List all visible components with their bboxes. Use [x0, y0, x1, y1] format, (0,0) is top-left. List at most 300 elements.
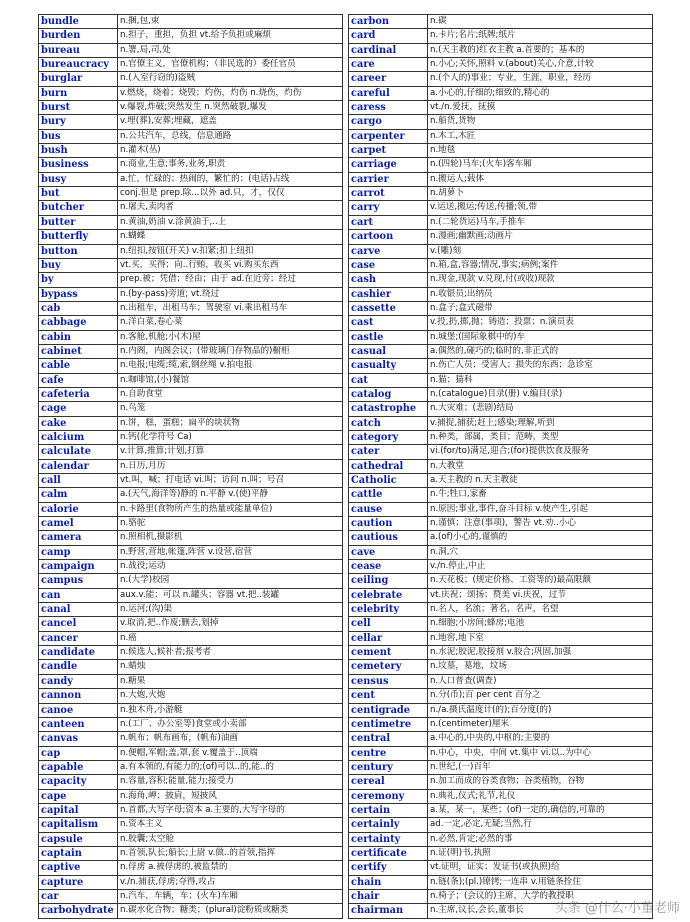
word-row — [349, 215, 653, 229]
word-headword: can — [39, 588, 118, 602]
word-meaning: vt./n.爱抚，抚摸 — [428, 101, 653, 115]
word-headword: carbon — [349, 15, 428, 29]
word-meaning: v./n.捕获,俘虏;夺得,攻占 — [118, 875, 343, 889]
word-meaning: v.捕捉,捕获;赶上;感染;理解,听到 — [428, 416, 653, 430]
word-headword: Catholic — [349, 474, 428, 488]
word-meaning: n.牛;牲口,家畜 — [428, 488, 653, 502]
word-headword: centre — [349, 746, 428, 760]
word-row — [39, 789, 343, 803]
word-row — [39, 416, 343, 430]
word-row — [39, 732, 343, 746]
word-headword: cabin — [39, 330, 118, 344]
word-meaning: n.灌木(丛) — [118, 144, 343, 158]
word-headword: burn — [39, 86, 118, 100]
word-headword: casual — [349, 344, 428, 358]
word-headword: certain — [349, 803, 428, 817]
word-meaning: n.船货,货物 — [428, 115, 653, 129]
word-row — [39, 101, 343, 115]
word-headword: care — [349, 58, 428, 72]
word-meaning: n.卡路里(食物所产生的热量或能量单位) — [118, 502, 343, 516]
word-meaning: n.细胞;小房间;蜂房;电池 — [428, 617, 653, 631]
word-row — [39, 459, 343, 473]
word-row — [349, 832, 653, 846]
word-row — [349, 359, 653, 373]
word-headword: capture — [39, 875, 118, 889]
word-row — [39, 717, 343, 731]
word-meaning: n.出租车，出租马车；驾驶室 vi.乘出租马车 — [118, 301, 343, 315]
word-row — [39, 760, 343, 774]
word-headword: chair — [349, 889, 428, 903]
word-meaning: v.计算,推算;计划,打算 — [118, 445, 343, 459]
word-headword: celebrity — [349, 603, 428, 617]
word-row — [349, 430, 653, 444]
word-row — [39, 158, 343, 172]
word-headword: candle — [39, 660, 118, 674]
word-headword: bus — [39, 129, 118, 143]
word-headword: bureaucracy — [39, 58, 118, 72]
word-headword: cartoon — [349, 230, 428, 244]
word-row — [39, 172, 343, 186]
word-meaning: n.日历,月历 — [118, 459, 343, 473]
word-meaning: n.碳水化合物；糖类；(plural)淀粉质或糖类 — [118, 904, 343, 918]
word-row — [39, 545, 343, 559]
word-meaning: n.(by-pass)旁道; vt.绕过 — [118, 287, 343, 301]
word-headword: burst — [39, 101, 118, 115]
word-meaning: n.(centimeter)厘米 — [428, 717, 653, 731]
word-row — [349, 301, 653, 315]
word-row — [349, 732, 653, 746]
word-meaning: a.忙，忙碌的；热闹的，繁忙的；(电话)占线 — [118, 172, 343, 186]
word-meaning: a.有本领的,有能力的;(of)可以..的,能..的 — [118, 760, 343, 774]
word-meaning: n.署,局,司,处 — [118, 43, 343, 57]
word-meaning: n.便帽,军帽;盖,罩,套 v.覆盖于..顶端 — [118, 746, 343, 760]
word-row — [349, 789, 653, 803]
word-meaning: n.战役;运动 — [118, 560, 343, 574]
word-row — [349, 187, 653, 201]
word-meaning: n.纽扣,按钮(开关) v.扣紧;扣上纽扣 — [118, 244, 343, 258]
word-meaning: n.中心，中央，中间 vt.集中 vi.以..为中心 — [428, 746, 653, 760]
word-row — [349, 674, 653, 688]
word-meaning: n.大炮,火炮 — [118, 689, 343, 703]
word-row — [39, 531, 343, 545]
word-headword: calendar — [39, 459, 118, 473]
word-row — [349, 330, 653, 344]
word-meaning: n.大教堂 — [428, 459, 653, 473]
word-row — [349, 502, 653, 516]
word-row — [349, 717, 653, 731]
word-row — [349, 101, 653, 115]
word-meaning: a.某，某一，某些；(of)一定的,确信的,可靠的 — [428, 803, 653, 817]
word-meaning: n.证(明)书,执照 — [428, 846, 653, 860]
word-meaning: a.(天气,海洋等)静的 n.平静 v.(使)平静 — [118, 488, 343, 502]
word-headword: cabinet — [39, 344, 118, 358]
word-meaning: n.海角,岬；披肩，短披风 — [118, 789, 343, 803]
word-row — [39, 58, 343, 72]
word-meaning: n.坟墓，墓地，坟场 — [428, 660, 653, 674]
word-meaning: n.(入室行窃的)盗贼 — [118, 72, 343, 86]
word-headword: calorie — [39, 502, 118, 516]
word-meaning: n.野营,营地,帐篷,阵营 v.设营,宿营 — [118, 545, 343, 559]
word-headword: celebrate — [349, 588, 428, 602]
word-row — [349, 58, 653, 72]
word-row — [349, 115, 653, 129]
word-row — [39, 474, 343, 488]
word-meaning: n.钙(化学符号 Ca) — [118, 430, 343, 444]
word-row — [39, 775, 343, 789]
word-meaning: n.小心;关怀,照料 v.(about)关心,介意,计较 — [428, 58, 653, 72]
word-meaning: n.天花板；(规定价格、工资等的)最高限额 — [428, 574, 653, 588]
word-meaning: n.加工而成的谷类食物；谷类植物，谷物 — [428, 775, 653, 789]
word-row — [39, 488, 343, 502]
word-headword: census — [349, 674, 428, 688]
word-meaning: n./a.摄氏温度计(的);百分度(的) — [428, 703, 653, 717]
word-meaning: n.主席,议长,会长,董事长 — [428, 904, 653, 918]
word-headword: button — [39, 244, 118, 258]
word-meaning: n.资本主义 — [118, 818, 343, 832]
word-meaning: n.原因;事业,事件,奋斗目标 v.使产生,引起 — [428, 502, 653, 516]
word-row — [349, 545, 653, 559]
word-headword: butter — [39, 215, 118, 229]
word-meaning: n.骆驼 — [118, 517, 343, 531]
word-headword: chairman — [349, 904, 428, 918]
word-meaning: n.蝴蝶 — [118, 230, 343, 244]
word-headword: candy — [39, 674, 118, 688]
word-row — [349, 201, 653, 215]
word-meaning: n.独木舟,小游艇 — [118, 703, 343, 717]
word-row — [39, 603, 343, 617]
word-headword: canteen — [39, 717, 118, 731]
word-row — [349, 617, 653, 631]
word-row — [39, 646, 343, 660]
word-meaning: v.投,扔,掷,抛；铸造；投票；n.演员表 — [428, 316, 653, 330]
word-headword: cattle — [349, 488, 428, 502]
word-meaning: n.种类，部属，类目；范畴，类型 — [428, 430, 653, 444]
word-row — [349, 574, 653, 588]
word-headword: cape — [39, 789, 118, 803]
word-row — [349, 517, 653, 531]
word-headword: cater — [349, 445, 428, 459]
word-headword: campaign — [39, 560, 118, 574]
word-row — [39, 215, 343, 229]
word-row — [39, 15, 343, 29]
word-row — [349, 803, 653, 817]
word-meaning: n.(工厂、办公室等)食堂或小卖部 — [118, 717, 343, 731]
word-headword: cake — [39, 416, 118, 430]
word-headword: captain — [39, 846, 118, 860]
word-headword: cable — [39, 359, 118, 373]
word-headword: bureau — [39, 43, 118, 57]
word-meaning: n.商业,生意;事务,业务,职责 — [118, 158, 343, 172]
word-row — [349, 416, 653, 430]
word-meaning: n.谨慎；注意(事项)，警告 vt.劝..小心 — [428, 517, 653, 531]
word-row — [39, 574, 343, 588]
right-word-table — [348, 14, 653, 919]
word-headword: capable — [39, 760, 118, 774]
word-meaning: n.猫；猫科 — [428, 373, 653, 387]
word-headword: card — [349, 29, 428, 43]
word-meaning: n.木工,木匠 — [428, 129, 653, 143]
word-meaning: n.内阁，内阁会议；(带玻璃门存物品的)橱柜 — [118, 344, 343, 358]
word-headword: carrier — [349, 172, 428, 186]
word-row — [39, 86, 343, 100]
word-row — [39, 875, 343, 889]
word-row — [39, 201, 343, 215]
word-headword: cause — [349, 502, 428, 516]
word-headword: cage — [39, 402, 118, 416]
word-row — [39, 674, 343, 688]
left-word-table — [38, 14, 343, 919]
word-meaning: n.碳 — [428, 15, 653, 29]
word-headword: by — [39, 273, 118, 287]
word-headword: carpet — [349, 144, 428, 158]
word-headword: burden — [39, 29, 118, 43]
word-row — [39, 861, 343, 875]
word-row — [39, 273, 343, 287]
word-row — [349, 746, 653, 760]
word-row — [39, 517, 343, 531]
word-row — [349, 316, 653, 330]
word-row — [349, 287, 653, 301]
word-meaning: n.捆,包,束 — [118, 15, 343, 29]
word-headword: canvas — [39, 732, 118, 746]
word-meaning: n.链(条);(pl.)镣铐;一连串 v.用链条拴住 — [428, 875, 653, 889]
word-headword: career — [349, 72, 428, 86]
word-row — [349, 158, 653, 172]
word-headword: castle — [349, 330, 428, 344]
word-headword: cent — [349, 689, 428, 703]
word-headword: certificate — [349, 846, 428, 860]
word-row — [39, 144, 343, 158]
word-meaning: n.运河;(沟)渠 — [118, 603, 343, 617]
word-headword: canal — [39, 603, 118, 617]
word-meaning: vt.证明，证实；发证书(或执照)给 — [428, 861, 653, 875]
word-meaning: n.癌 — [118, 631, 343, 645]
word-headword: cannon — [39, 689, 118, 703]
word-headword: capitalism — [39, 818, 118, 832]
word-meaning: n.照相机,摄影机 — [118, 531, 343, 545]
word-meaning: n.糖果 — [118, 674, 343, 688]
word-meaning: prep.被；凭借；经由；由于 ad.在近旁；经过 — [118, 273, 343, 287]
word-headword: careful — [349, 86, 428, 100]
word-headword: category — [349, 430, 428, 444]
word-headword: carrot — [349, 187, 428, 201]
word-headword: caution — [349, 517, 428, 531]
word-row — [349, 387, 653, 401]
word-headword: cardinal — [349, 43, 428, 57]
word-row — [39, 588, 343, 602]
word-row — [39, 115, 343, 129]
word-meaning: n.自助食堂 — [118, 387, 343, 401]
word-row — [349, 689, 653, 703]
word-meaning: v.燃烧，烧着；烧毁；灼伤，灼伤 n.烧伤，灼伤 — [118, 86, 343, 100]
word-meaning: n.漫画;幽默画;动画片 — [428, 230, 653, 244]
word-headword: carriage — [349, 158, 428, 172]
word-row — [39, 631, 343, 645]
word-meaning: n.黄油,奶油 v.涂黄油于,..上 — [118, 215, 343, 229]
word-meaning: vt.叫，喊；打电话 vi.叫；访问 n.叫；号召 — [118, 474, 343, 488]
right-column — [348, 14, 653, 919]
word-row — [39, 430, 343, 444]
word-meaning: v.运送,搬运;传送,传播;领,带 — [428, 201, 653, 215]
word-row — [349, 144, 653, 158]
word-headword: cement — [349, 646, 428, 660]
word-headword: cancel — [39, 617, 118, 631]
word-row — [39, 617, 343, 631]
word-headword: cast — [349, 316, 428, 330]
word-headword: cave — [349, 545, 428, 559]
word-meaning: n.(大学)校园 — [118, 574, 343, 588]
word-row — [39, 301, 343, 315]
word-headword: bush — [39, 144, 118, 158]
word-meaning: ad.一定,必定,无疑;当然,行 — [428, 818, 653, 832]
word-meaning: n.(天主教的)红衣主教 a.首要的；基本的 — [428, 43, 653, 57]
word-headword: certainly — [349, 818, 428, 832]
word-row — [349, 258, 653, 272]
word-headword: cellar — [349, 631, 428, 645]
word-meaning: n.首领,队长;船长;上尉 v.做..的首领,指挥 — [118, 846, 343, 860]
left-column — [38, 14, 343, 919]
word-row — [349, 531, 653, 545]
word-meaning: n.洞,穴 — [428, 545, 653, 559]
word-row — [39, 445, 343, 459]
word-row — [39, 72, 343, 86]
word-headword: burglar — [39, 72, 118, 86]
word-row — [39, 316, 343, 330]
word-headword: capital — [39, 803, 118, 817]
word-headword: carry — [349, 201, 428, 215]
word-row — [39, 660, 343, 674]
word-meaning: n.胡萝卜 — [428, 187, 653, 201]
word-row — [349, 603, 653, 617]
word-meaning: n.卡片;名片;纸牌;纸片 — [428, 29, 653, 43]
word-row — [349, 15, 653, 29]
word-headword: cabbage — [39, 316, 118, 330]
word-row — [349, 861, 653, 875]
word-headword: cashier — [349, 287, 428, 301]
word-row — [39, 689, 343, 703]
word-headword: catastrophe — [349, 402, 428, 416]
word-row — [349, 230, 653, 244]
word-headword: camp — [39, 545, 118, 559]
word-meaning: n.典礼,仪式;礼节,礼仪 — [428, 789, 653, 803]
word-row — [39, 244, 343, 258]
word-headword: cafeteria — [39, 387, 118, 401]
word-row — [349, 172, 653, 186]
word-headword: century — [349, 760, 428, 774]
word-meaning: n.蜡烛 — [118, 660, 343, 674]
word-row — [349, 588, 653, 602]
word-meaning: n.搬运人;载体 — [428, 172, 653, 186]
word-headword: bundle — [39, 15, 118, 29]
word-headword: captive — [39, 861, 118, 875]
word-row — [39, 187, 343, 201]
word-headword: cathedral — [349, 459, 428, 473]
word-headword: bury — [39, 115, 118, 129]
word-headword: cautious — [349, 531, 428, 545]
word-row — [349, 273, 653, 287]
word-row — [349, 72, 653, 86]
watermark: 头条 @什么·小董老师 — [554, 901, 680, 916]
word-headword: ceiling — [349, 574, 428, 588]
word-meaning: n.屠夫,卖肉者 — [118, 201, 343, 215]
word-meaning: n.地毯 — [428, 144, 653, 158]
word-headword: cancer — [39, 631, 118, 645]
word-meaning: v.爆裂,炸破;突然发生 n.突然破裂,爆发 — [118, 101, 343, 115]
word-row — [39, 402, 343, 416]
word-headword: cafe — [39, 373, 118, 387]
word-headword: caress — [349, 101, 428, 115]
word-headword: cab — [39, 301, 118, 315]
word-meaning: n.官僚主义，官僚机构；（非民选的）委任官员 — [118, 58, 343, 72]
word-meaning: n.城堡;(国际象棋中的)车 — [428, 330, 653, 344]
word-meaning: a.偶然的,碰巧的;临时的,非正式的 — [428, 344, 653, 358]
word-row — [349, 560, 653, 574]
word-meaning: n.名人，名流；著名，名声，名望 — [428, 603, 653, 617]
word-row — [39, 904, 343, 918]
word-meaning: n.鸟笼 — [118, 402, 343, 416]
word-headword: certainty — [349, 832, 428, 846]
word-headword: buy — [39, 258, 118, 272]
word-headword: carpenter — [349, 129, 428, 143]
word-meaning: n.人口普查(调查) — [428, 674, 653, 688]
word-headword: cash — [349, 273, 428, 287]
word-meaning: n.担子，重担，负担 vt.给予负担或麻烦 — [118, 29, 343, 43]
word-meaning: n.(catalogue)目录(册) v.编目(录) — [428, 387, 653, 401]
word-headword: call — [39, 474, 118, 488]
word-meaning: n.饼，糕，蛋糕；扁平的块状物 — [118, 416, 343, 430]
word-row — [349, 129, 653, 143]
word-row — [39, 832, 343, 846]
word-row — [39, 129, 343, 143]
word-row — [39, 43, 343, 57]
word-meaning: a.中心的,中央的,中枢的;主要的 — [428, 732, 653, 746]
word-headword: car — [39, 889, 118, 903]
word-meaning: conj.但是 prep.除...以外 ad.只，才，仅仅 — [118, 187, 343, 201]
word-row — [349, 86, 653, 100]
word-row — [39, 387, 343, 401]
word-meaning: n.(个人的)事业；专业，生涯，职业，经历 — [428, 72, 653, 86]
word-headword: carve — [349, 244, 428, 258]
word-meaning: n.公共汽车，总线，信息通路 — [118, 129, 343, 143]
word-headword: cassette — [349, 301, 428, 315]
word-meaning: vt.买，买得；向..行贿，收买 vi.购买东西 — [118, 258, 343, 272]
word-headword: case — [349, 258, 428, 272]
word-row — [39, 502, 343, 516]
word-row — [349, 846, 653, 860]
word-meaning: n.俘虏 a.被俘虏的,被监禁的 — [118, 861, 343, 875]
word-headword: central — [349, 732, 428, 746]
word-headword: business — [39, 158, 118, 172]
word-headword: chain — [349, 875, 428, 889]
word-meaning: n.帆布；帆布画布，(帆布)油画 — [118, 732, 343, 746]
word-meaning: n.首都,大写字母;资本 a.主要的,大写字母的 — [118, 803, 343, 817]
word-row — [349, 631, 653, 645]
word-row — [349, 29, 653, 43]
word-row — [349, 344, 653, 358]
word-meaning: n.大灾难；(悲剧)结局 — [428, 402, 653, 416]
word-row — [349, 875, 653, 889]
word-meaning: n.水泥;胶泥,胶接剂 v.胶合;巩固,加强 — [428, 646, 653, 660]
word-row — [349, 474, 653, 488]
word-row — [349, 402, 653, 416]
word-meaning: aux.v.能；可以 n.罐头；容器 vt.把..装罐 — [118, 588, 343, 602]
word-row — [39, 29, 343, 43]
word-meaning: n.盒子;盒式磁带 — [428, 301, 653, 315]
word-row — [349, 244, 653, 258]
word-headword: camera — [39, 531, 118, 545]
word-headword: butcher — [39, 201, 118, 215]
word-row — [349, 703, 653, 717]
